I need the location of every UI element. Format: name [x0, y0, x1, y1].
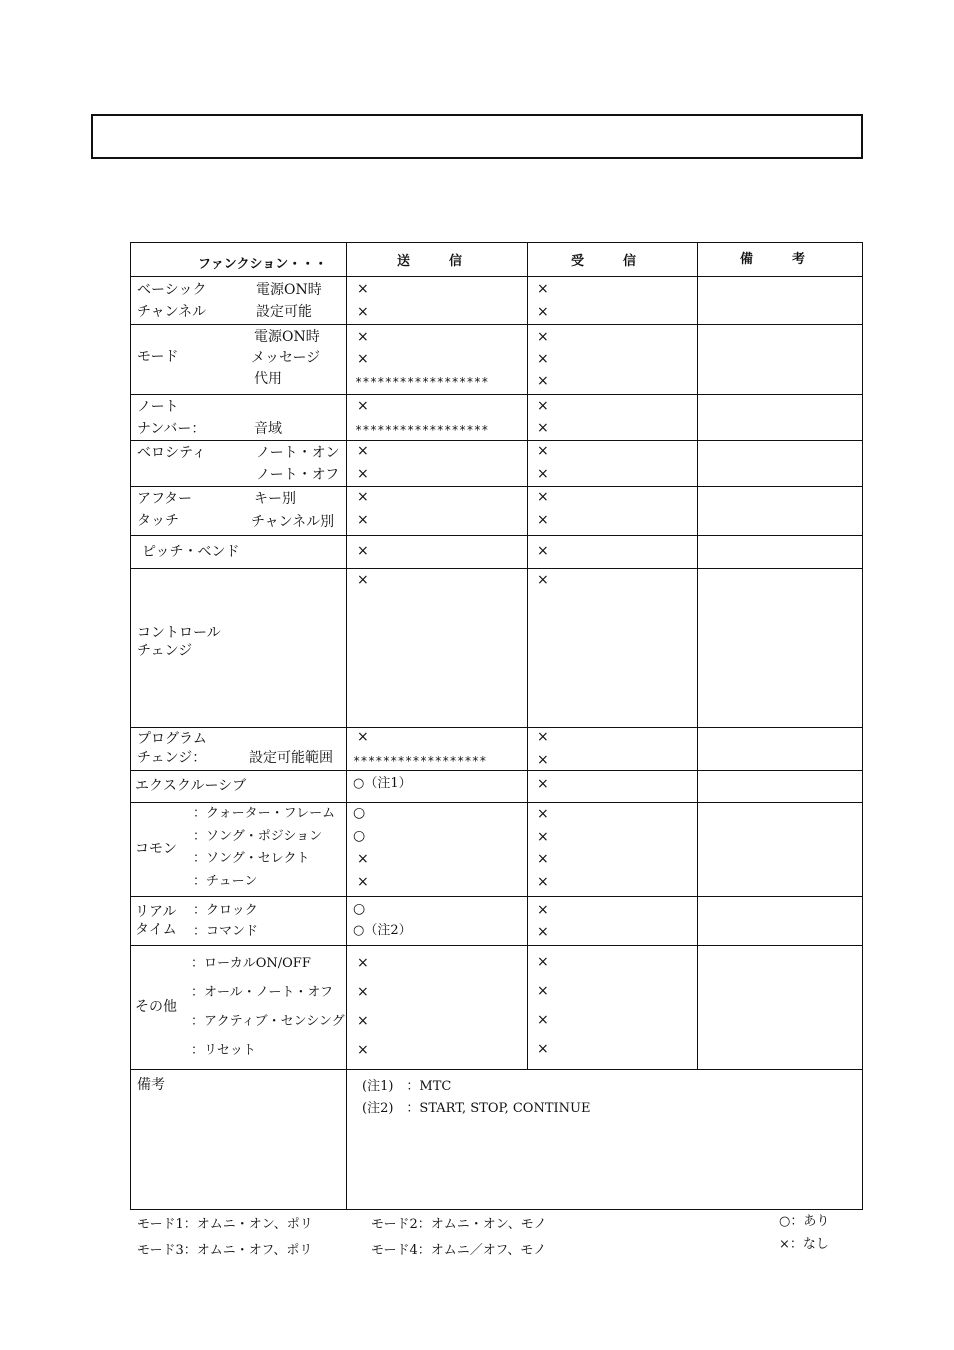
pitch-tx: × [357, 543, 369, 559]
realtime-item-1: ：クロック [193, 903, 258, 918]
basic-sub-2: 設定可能 [256, 304, 312, 320]
realtime-tx-1: ○ [353, 901, 366, 917]
header-transmit: 送 信 [397, 254, 463, 269]
other-item-1: ：ローカルON/OFF [191, 956, 311, 971]
mode-sub-3: 代用 [254, 371, 282, 387]
note-rx-1: × [537, 398, 549, 414]
velocity-rx-1: × [537, 443, 549, 459]
basic-tx-2: × [357, 304, 369, 320]
other-tx-4: × [357, 1042, 369, 1058]
header-remarks: 備 考 [740, 252, 806, 267]
realtime-rx-1: × [537, 902, 549, 918]
note-2: (注2) ：START, STOP, CONTINUE [362, 1101, 591, 1116]
mode-rx-1: × [537, 329, 549, 345]
note-tx-1: × [357, 398, 369, 414]
note-1: (注1) ：MTC [362, 1079, 452, 1094]
mode-label: モード [137, 349, 179, 365]
col-divider [346, 243, 347, 1209]
exclusive-rx: × [537, 776, 549, 792]
realtime-rx-2: × [537, 924, 549, 940]
basic-rx-1: × [537, 281, 549, 297]
common-rx-4: × [537, 874, 549, 890]
row-divider [131, 568, 862, 569]
common-item-3: ：ソング・セレクト [193, 851, 310, 866]
other-rx-2: × [537, 983, 549, 999]
mode-sub-1: 電源ON時 [254, 329, 320, 345]
other-rx-1: × [537, 954, 549, 970]
velocity-sub-2: ノート・オフ [256, 467, 340, 483]
other-item-3: ：アクティブ・センシング [191, 1014, 345, 1029]
after-label-2: タッチ [137, 513, 179, 529]
program-rx-2: × [537, 752, 549, 768]
notes-label: 備考 [137, 1077, 165, 1093]
common-item-4: ：チューン [193, 874, 258, 889]
basic-label-1: ベーシック [137, 282, 207, 298]
pitch-rx: × [537, 543, 549, 559]
mode-rx-2: × [537, 351, 549, 367]
other-rx-4: × [537, 1041, 549, 1057]
other-item-2: ：オール・ノート・オフ [191, 985, 333, 1000]
realtime-item-2: ：コマンド [193, 924, 259, 939]
legend-no: ×：なし [779, 1237, 829, 1252]
row-divider [131, 486, 862, 487]
pitch-label: ピッチ・ベンド [142, 544, 240, 560]
program-tx-2: ****************** [353, 754, 487, 768]
footer-mode-1: モード1：オムニ・オン、ポリ [137, 1217, 313, 1232]
row-divider [131, 727, 862, 728]
row-divider [131, 770, 862, 771]
program-tx-1: × [357, 729, 369, 745]
mode-tx-1: × [357, 329, 369, 345]
program-rx-1: × [537, 729, 549, 745]
header-function: ファンクション・・・ [198, 257, 328, 272]
midi-implementation-table [130, 242, 863, 1210]
exclusive-tx: ○（注1） [353, 776, 412, 791]
basic-label-2: チャンネル [137, 304, 207, 320]
row-divider [131, 324, 862, 325]
common-rx-1: × [537, 806, 549, 822]
program-sub-2: 設定可能範囲 [249, 750, 333, 766]
velocity-tx-1: × [357, 443, 369, 459]
velocity-rx-2: × [537, 466, 549, 482]
program-label-1: プログラム [137, 731, 207, 747]
legend-yes: ○：あり [779, 1214, 830, 1229]
row-divider [131, 535, 862, 536]
control-rx: × [537, 572, 549, 588]
common-rx-2: × [537, 829, 549, 845]
mode-rx-3: × [537, 373, 549, 389]
note-label-2: ナンバー： [137, 421, 206, 437]
row-divider [131, 276, 862, 277]
row-divider [131, 945, 862, 946]
row-divider [131, 440, 862, 441]
realtime-label-1: リアル [135, 904, 177, 920]
velocity-tx-2: × [357, 466, 369, 482]
after-tx-1: × [357, 489, 369, 505]
note-tx-2: ****************** [355, 423, 489, 437]
realtime-label-2: タイム [135, 922, 177, 938]
control-label-1: コントロール [137, 625, 221, 641]
basic-rx-2: × [537, 304, 549, 320]
exclusive-label: エクスクルーシブ [135, 778, 247, 794]
other-tx-2: × [357, 984, 369, 1000]
other-item-4: ：リセット [191, 1043, 256, 1058]
common-label: コモン [135, 841, 177, 857]
note-sub-2: 音域 [254, 421, 282, 437]
other-tx-1: × [357, 955, 369, 971]
velocity-sub-1: ノート・オン [256, 445, 340, 461]
footer-mode-2: モード2：オムニ・オン、モノ [371, 1217, 547, 1232]
other-label: その他 [135, 999, 177, 1015]
row-divider [131, 1069, 862, 1070]
common-item-2: ：ソング・ポジション [193, 829, 323, 844]
common-item-1: ：クォーター・フレーム [193, 806, 336, 821]
note-rx-2: × [537, 420, 549, 436]
common-rx-3: × [537, 851, 549, 867]
footer-mode-4: モード4：オムニ／オフ、モノ [371, 1243, 547, 1258]
other-tx-3: × [357, 1013, 369, 1029]
after-rx-1: × [537, 489, 549, 505]
after-sub-2: チャンネル別 [251, 514, 335, 530]
basic-sub-1: 電源ON時 [256, 282, 322, 298]
row-divider [131, 394, 862, 395]
title-box [91, 114, 863, 159]
basic-tx-1: × [357, 281, 369, 297]
after-sub-1: キー別 [254, 491, 296, 507]
row-divider [131, 802, 862, 803]
control-tx: × [357, 572, 369, 588]
note-label-1: ノート [137, 399, 179, 415]
other-rx-3: × [537, 1012, 549, 1028]
program-label-2: チェンジ： [137, 750, 207, 766]
common-tx-2: ○ [353, 828, 366, 844]
after-rx-2: × [537, 512, 549, 528]
after-label-1: アフター [137, 491, 193, 507]
after-tx-2: × [357, 512, 369, 528]
footer-mode-3: モード3：オムニ・オフ、ポリ [137, 1243, 313, 1258]
common-tx-1: ○ [353, 805, 366, 821]
velocity-label: ベロシティ [137, 445, 206, 461]
mode-sub-2: メッセージ [251, 350, 321, 366]
mode-tx-3: ****************** [355, 375, 489, 389]
mode-tx-2: × [357, 351, 369, 367]
control-label-2: チェンジ [137, 643, 193, 659]
header-receive: 受 信 [571, 254, 637, 269]
row-divider [131, 896, 862, 897]
realtime-tx-2: ○（注2） [353, 923, 412, 938]
common-tx-4: × [357, 874, 369, 890]
common-tx-3: × [357, 851, 369, 867]
